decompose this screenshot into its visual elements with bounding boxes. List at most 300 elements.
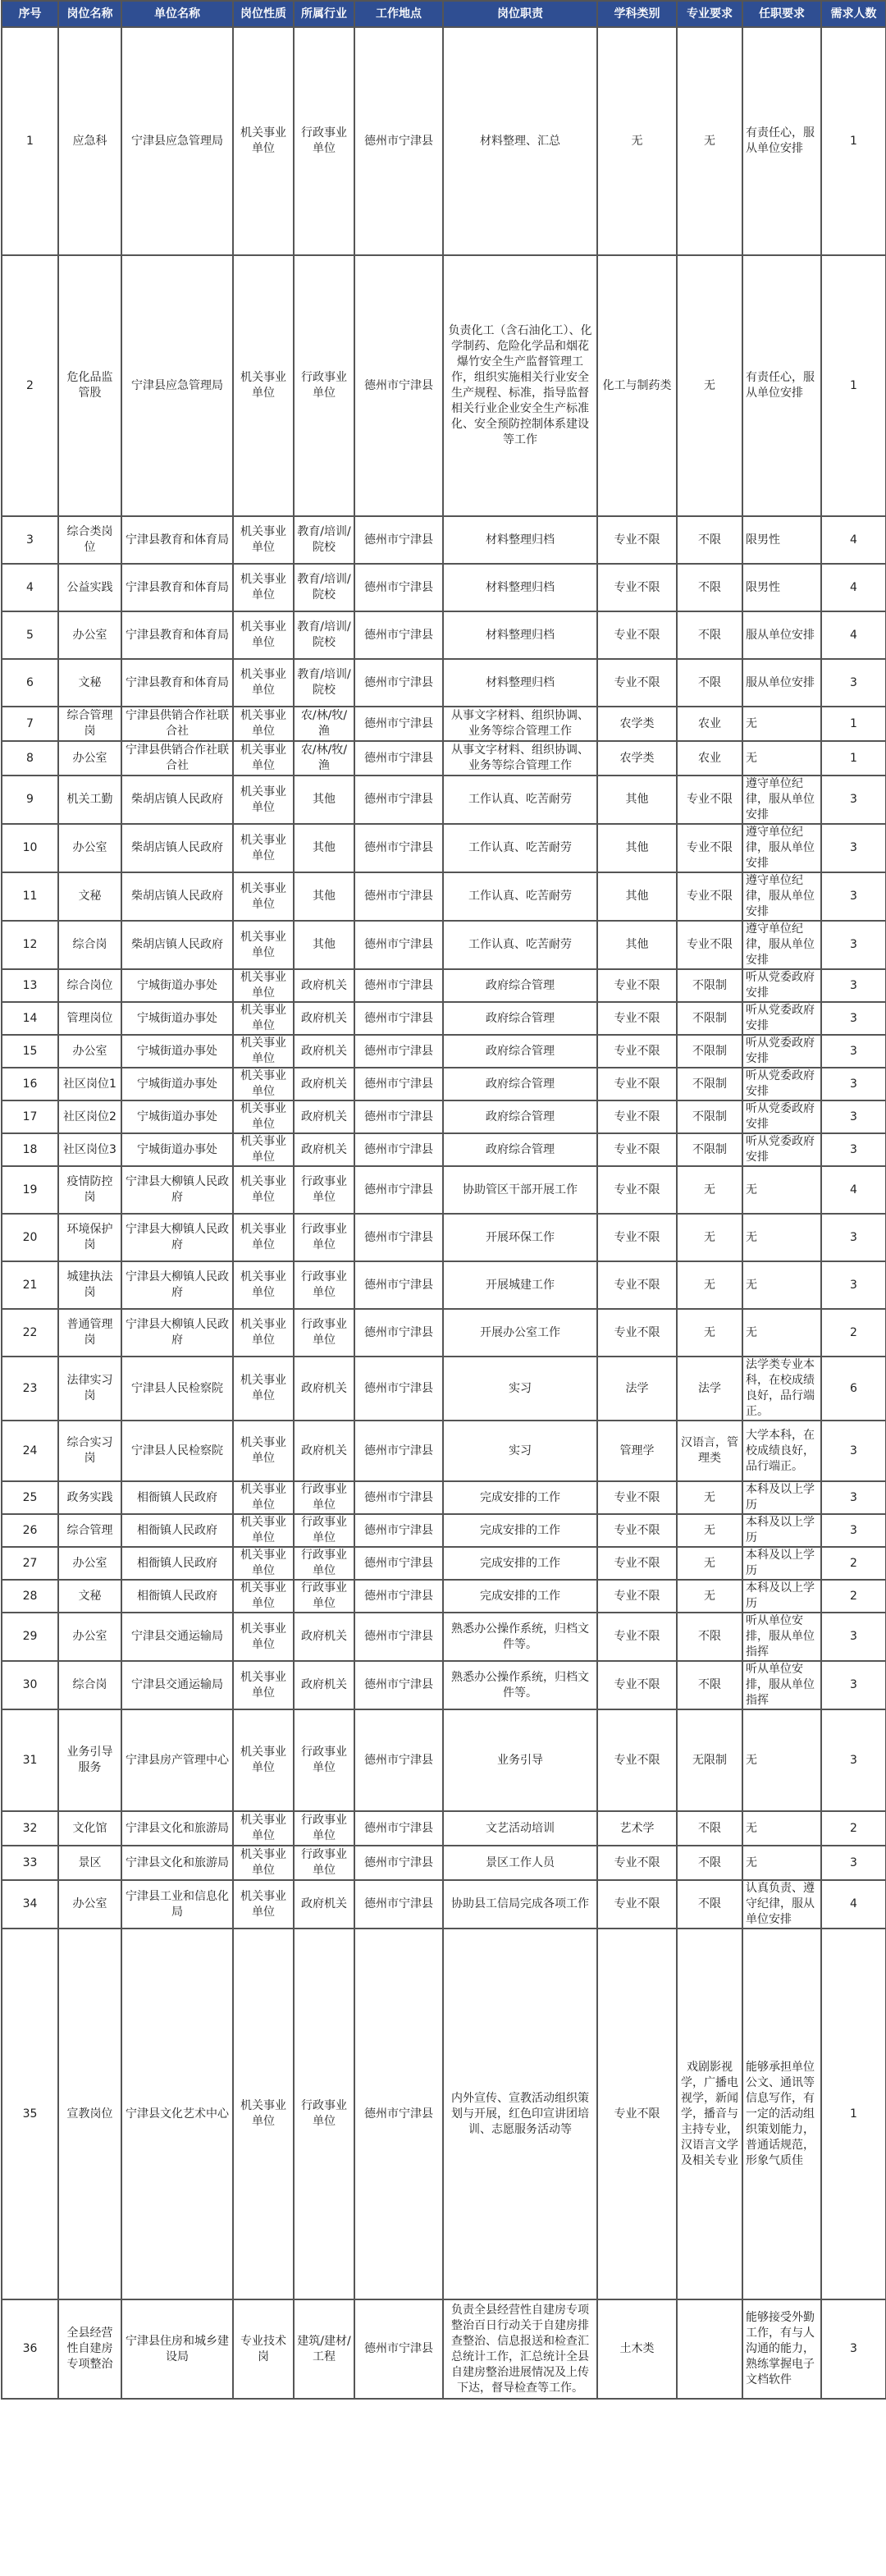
cell-discipline: 农学类 xyxy=(597,741,677,776)
cell-unit: 宁津县住房和城乡建设局 xyxy=(121,2299,233,2399)
cell-count: 1 xyxy=(821,27,886,255)
cell-index: 21 xyxy=(2,1261,58,1309)
cell-index: 13 xyxy=(2,969,58,1002)
cell-count: 3 xyxy=(821,1214,886,1261)
cell-major: 汉语言，管理类 xyxy=(677,1421,742,1481)
cell-duty: 完成安排的工作 xyxy=(443,1481,597,1514)
cell-requirement: 本科及以上学历 xyxy=(742,1481,821,1514)
cell-major: 无 xyxy=(677,1261,742,1309)
cell-index: 35 xyxy=(2,1929,58,2299)
table-row xyxy=(2,921,886,969)
cell-position: 文化馆 xyxy=(58,1811,121,1846)
cell-unit: 宁津县大柳镇人民政府 xyxy=(121,1309,233,1357)
cell-location: 德州市宁津县 xyxy=(354,1100,443,1133)
cell-major: 专业不限 xyxy=(677,921,742,969)
cell-discipline: 专业不限 xyxy=(597,1661,677,1709)
cell-duty: 材料整理归档 xyxy=(443,564,597,611)
cell-location: 德州市宁津县 xyxy=(354,516,443,564)
cell-duty: 负责化工（含石油化工）、化学制药、危险化学品和烟花爆竹安全生产监督管理工作，组织实施相关行业安全生产规程、标准，指导监督相关行业企业安全生产标准化、安全预防控制体系建设等工作 xyxy=(443,255,597,516)
cell-index: 17 xyxy=(2,1100,58,1133)
cell-discipline: 法学 xyxy=(597,1357,677,1421)
cell-nature: 机关事业单位 xyxy=(233,1002,294,1035)
cell-unit: 柴胡店镇人民政府 xyxy=(121,776,233,824)
table-row xyxy=(2,611,886,659)
cell-discipline: 专业不限 xyxy=(597,1514,677,1547)
cell-unit: 宁津县供销合作社联合社 xyxy=(121,741,233,776)
cell-location: 德州市宁津县 xyxy=(354,1214,443,1261)
table-row xyxy=(2,255,886,516)
table-row xyxy=(2,741,886,776)
cell-index: 26 xyxy=(2,1514,58,1547)
cell-index: 2 xyxy=(2,255,58,516)
cell-location: 德州市宁津县 xyxy=(354,1357,443,1421)
cell-major: 不限 xyxy=(677,1613,742,1661)
cell-count: 3 xyxy=(821,872,886,921)
cell-discipline: 专业不限 xyxy=(597,1481,677,1514)
cell-location: 德州市宁津县 xyxy=(354,1811,443,1846)
cell-discipline: 专业不限 xyxy=(597,516,677,564)
cell-location: 德州市宁津县 xyxy=(354,707,443,741)
cell-unit: 相衙镇人民政府 xyxy=(121,1481,233,1514)
cell-index: 20 xyxy=(2,1214,58,1261)
cell-major: 无 xyxy=(677,1580,742,1613)
cell-location: 德州市宁津县 xyxy=(354,1709,443,1811)
cell-nature: 机关事业单位 xyxy=(233,824,294,872)
cell-count: 2 xyxy=(821,1309,886,1357)
cell-location: 德州市宁津县 xyxy=(354,255,443,516)
cell-industry: 政府机关 xyxy=(294,1421,354,1481)
cell-position: 法律实习岗 xyxy=(58,1357,121,1421)
cell-industry: 行政事业单位 xyxy=(294,1514,354,1547)
cell-industry: 教育/培训/院校 xyxy=(294,611,354,659)
cell-nature: 机关事业单位 xyxy=(233,564,294,611)
cell-requirement: 无 xyxy=(742,1811,821,1846)
cell-major: 不限 xyxy=(677,564,742,611)
cell-count: 3 xyxy=(821,824,886,872)
cell-nature: 机关事业单位 xyxy=(233,516,294,564)
cell-location: 德州市宁津县 xyxy=(354,872,443,921)
cell-unit: 宁城街道办事处 xyxy=(121,1035,233,1068)
cell-discipline: 专业不限 xyxy=(597,1002,677,1035)
cell-duty: 负责全县经营性自建房专项整治百日行动关于自建房排查整治、信息报送和检查汇总统计工作，汇总统计全县自建房整治进展情况及上传下达，督导检查等工作。 xyxy=(443,2299,597,2399)
cell-position: 机关工勤 xyxy=(58,776,121,824)
cell-discipline: 专业不限 xyxy=(597,1214,677,1261)
cell-location: 德州市宁津县 xyxy=(354,1068,443,1100)
cell-unit: 宁津县大柳镇人民政府 xyxy=(121,1166,233,1214)
cell-nature: 机关事业单位 xyxy=(233,611,294,659)
table-row xyxy=(2,1709,886,1811)
table-row xyxy=(2,1357,886,1421)
cell-count: 3 xyxy=(821,1514,886,1547)
table-row xyxy=(2,2299,886,2399)
cell-nature: 机关事业单位 xyxy=(233,872,294,921)
cell-unit: 宁津县人民检察院 xyxy=(121,1357,233,1421)
cell-unit: 宁津县供销合作社联合社 xyxy=(121,707,233,741)
cell-major: 无 xyxy=(677,255,742,516)
cell-duty: 完成安排的工作 xyxy=(443,1547,597,1580)
cell-index: 14 xyxy=(2,1002,58,1035)
header-requirement: 任职要求 xyxy=(742,1,821,27)
cell-duty: 熟悉办公操作系统，归档文件等。 xyxy=(443,1613,597,1661)
cell-position: 政务实践 xyxy=(58,1481,121,1514)
cell-industry: 行政事业单位 xyxy=(294,1481,354,1514)
cell-discipline: 化工与制药类 xyxy=(597,255,677,516)
cell-location: 德州市宁津县 xyxy=(354,1166,443,1214)
cell-major: 农业 xyxy=(677,707,742,741)
cell-index: 30 xyxy=(2,1661,58,1709)
cell-nature: 机关事业单位 xyxy=(233,1166,294,1214)
cell-requirement: 遵守单位纪律，服从单位安排 xyxy=(742,824,821,872)
cell-duty: 完成安排的工作 xyxy=(443,1580,597,1613)
header-row xyxy=(2,1,886,27)
cell-duty: 材料整理归档 xyxy=(443,516,597,564)
cell-requirement: 大学本科，在校成绩良好，品行端正。 xyxy=(742,1421,821,1481)
cell-location: 德州市宁津县 xyxy=(354,27,443,255)
cell-major: 不限 xyxy=(677,1880,742,1929)
cell-index: 7 xyxy=(2,707,58,741)
cell-location: 德州市宁津县 xyxy=(354,1613,443,1661)
cell-industry: 行政事业单位 xyxy=(294,1214,354,1261)
table-row xyxy=(2,1514,886,1547)
cell-count: 1 xyxy=(821,707,886,741)
cell-duty: 实习 xyxy=(443,1357,597,1421)
cell-unit: 宁城街道办事处 xyxy=(121,1100,233,1133)
cell-count: 2 xyxy=(821,1580,886,1613)
cell-count: 1 xyxy=(821,741,886,776)
cell-discipline: 其他 xyxy=(597,776,677,824)
cell-unit: 相衙镇人民政府 xyxy=(121,1580,233,1613)
cell-industry: 行政事业单位 xyxy=(294,1547,354,1580)
cell-industry: 教育/培训/院校 xyxy=(294,516,354,564)
cell-count: 1 xyxy=(821,255,886,516)
cell-count: 2 xyxy=(821,1547,886,1580)
cell-industry: 行政事业单位 xyxy=(294,1166,354,1214)
cell-count: 1 xyxy=(821,1929,886,2299)
table-row xyxy=(2,1929,886,2299)
cell-unit: 宁津县教育和体育局 xyxy=(121,564,233,611)
cell-index: 11 xyxy=(2,872,58,921)
cell-nature: 机关事业单位 xyxy=(233,921,294,969)
cell-requirement: 有责任心，服从单位安排 xyxy=(742,27,821,255)
cell-index: 32 xyxy=(2,1811,58,1846)
cell-duty: 完成安排的工作 xyxy=(443,1514,597,1547)
table-row xyxy=(2,1035,886,1068)
cell-major xyxy=(677,2299,742,2399)
cell-location: 德州市宁津县 xyxy=(354,1514,443,1547)
cell-count: 3 xyxy=(821,1421,886,1481)
cell-industry: 政府机关 xyxy=(294,1661,354,1709)
cell-duty: 内外宣传、宣教活动组织策划与开展，红色印宣讲团培训、志愿服务活动等 xyxy=(443,1929,597,2299)
cell-count: 3 xyxy=(821,1481,886,1514)
table-row xyxy=(2,1309,886,1357)
cell-index: 36 xyxy=(2,2299,58,2399)
cell-location: 德州市宁津县 xyxy=(354,1421,443,1481)
cell-index: 8 xyxy=(2,741,58,776)
cell-location: 德州市宁津县 xyxy=(354,659,443,707)
cell-requirement: 本科及以上学历 xyxy=(742,1547,821,1580)
cell-requirement: 本科及以上学历 xyxy=(742,1514,821,1547)
cell-duty: 业务引导 xyxy=(443,1709,597,1811)
cell-count: 4 xyxy=(821,516,886,564)
table-row xyxy=(2,1481,886,1514)
cell-industry: 农/林/牧/渔 xyxy=(294,741,354,776)
cell-index: 27 xyxy=(2,1547,58,1580)
cell-major: 专业不限 xyxy=(677,824,742,872)
cell-discipline: 艺术学 xyxy=(597,1811,677,1846)
cell-nature: 机关事业单位 xyxy=(233,707,294,741)
cell-location: 德州市宁津县 xyxy=(354,1661,443,1709)
cell-position: 社区岗位1 xyxy=(58,1068,121,1100)
table-row xyxy=(2,1613,886,1661)
cell-count: 4 xyxy=(821,564,886,611)
cell-duty: 工作认真、吃苦耐劳 xyxy=(443,872,597,921)
table-row xyxy=(2,27,886,255)
cell-requirement: 听从党委政府安排 xyxy=(742,1035,821,1068)
cell-location: 德州市宁津县 xyxy=(354,1547,443,1580)
cell-nature: 机关事业单位 xyxy=(233,969,294,1002)
cell-location: 德州市宁津县 xyxy=(354,564,443,611)
cell-duty: 开展城建工作 xyxy=(443,1261,597,1309)
cell-major: 无 xyxy=(677,1481,742,1514)
cell-index: 33 xyxy=(2,1846,58,1880)
cell-index: 29 xyxy=(2,1613,58,1661)
cell-industry: 行政事业单位 xyxy=(294,1811,354,1846)
cell-requirement: 法学类专业本科，在校成绩良好，品行端正。 xyxy=(742,1357,821,1421)
cell-nature: 机关事业单位 xyxy=(233,659,294,707)
table-row xyxy=(2,1100,886,1133)
cell-position: 危化品监管股 xyxy=(58,255,121,516)
cell-index: 5 xyxy=(2,611,58,659)
cell-major: 无 xyxy=(677,1166,742,1214)
cell-nature: 机关事业单位 xyxy=(233,1068,294,1100)
table-row xyxy=(2,1661,886,1709)
cell-requirement: 听从单位安排，服从单位指挥 xyxy=(742,1613,821,1661)
cell-position: 城建执法岗 xyxy=(58,1261,121,1309)
cell-discipline: 其他 xyxy=(597,872,677,921)
cell-unit: 宁津县工业和信息化局 xyxy=(121,1880,233,1929)
cell-count: 3 xyxy=(821,1068,886,1100)
cell-major: 戏剧影视学，广播电视学，新闻学，播音与主持专业，汉语言文学及相关专业 xyxy=(677,1929,742,2299)
cell-position: 办公室 xyxy=(58,1547,121,1580)
cell-position: 社区岗位2 xyxy=(58,1100,121,1133)
cell-count: 3 xyxy=(821,1002,886,1035)
cell-major: 不限制 xyxy=(677,1100,742,1133)
cell-discipline: 专业不限 xyxy=(597,1133,677,1166)
cell-unit: 宁津县文化艺术中心 xyxy=(121,1929,233,2299)
cell-duty: 工作认真、吃苦耐劳 xyxy=(443,824,597,872)
cell-discipline: 专业不限 xyxy=(597,1846,677,1880)
cell-industry: 政府机关 xyxy=(294,1100,354,1133)
cell-nature: 机关事业单位 xyxy=(233,1514,294,1547)
cell-index: 12 xyxy=(2,921,58,969)
table-row xyxy=(2,707,886,741)
table-row xyxy=(2,516,886,564)
header-count: 需求人数 xyxy=(821,1,886,27)
cell-major: 不限 xyxy=(677,516,742,564)
header-duty: 岗位职责 xyxy=(443,1,597,27)
cell-unit: 相衙镇人民政府 xyxy=(121,1514,233,1547)
cell-position: 应急科 xyxy=(58,27,121,255)
cell-discipline: 专业不限 xyxy=(597,1068,677,1100)
table-row xyxy=(2,776,886,824)
cell-nature: 机关事业单位 xyxy=(233,1035,294,1068)
cell-index: 18 xyxy=(2,1133,58,1166)
cell-requirement: 能够接受外勤工作，有与人沟通的能力，熟练掌握电子文档软件 xyxy=(742,2299,821,2399)
cell-major: 不限制 xyxy=(677,1133,742,1166)
cell-position: 办公室 xyxy=(58,1613,121,1661)
cell-requirement: 无 xyxy=(742,1846,821,1880)
cell-requirement: 无 xyxy=(742,1261,821,1309)
cell-nature: 机关事业单位 xyxy=(233,255,294,516)
cell-count: 6 xyxy=(821,1357,886,1421)
cell-industry: 政府机关 xyxy=(294,1357,354,1421)
header-unit: 单位名称 xyxy=(121,1,233,27)
cell-industry: 行政事业单位 xyxy=(294,1261,354,1309)
cell-requirement: 服从单位安排 xyxy=(742,611,821,659)
cell-count: 3 xyxy=(821,2299,886,2399)
cell-major: 专业不限 xyxy=(677,776,742,824)
cell-duty: 政府综合管理 xyxy=(443,1100,597,1133)
cell-location: 德州市宁津县 xyxy=(354,776,443,824)
header-location: 工作地点 xyxy=(354,1,443,27)
cell-duty: 政府综合管理 xyxy=(443,1068,597,1100)
cell-major: 不限 xyxy=(677,1846,742,1880)
cell-discipline: 专业不限 xyxy=(597,1580,677,1613)
cell-nature: 机关事业单位 xyxy=(233,1661,294,1709)
cell-position: 综合岗位 xyxy=(58,969,121,1002)
cell-duty: 文艺活动培训 xyxy=(443,1811,597,1846)
cell-duty: 政府综合管理 xyxy=(443,1133,597,1166)
cell-major: 不限 xyxy=(677,1661,742,1709)
cell-unit: 柴胡店镇人民政府 xyxy=(121,872,233,921)
cell-discipline: 专业不限 xyxy=(597,1309,677,1357)
cell-count: 3 xyxy=(821,969,886,1002)
header-nature: 岗位性质 xyxy=(233,1,294,27)
cell-nature: 机关事业单位 xyxy=(233,1133,294,1166)
cell-requirement: 无 xyxy=(742,1166,821,1214)
cell-nature: 机关事业单位 xyxy=(233,1929,294,2299)
cell-index: 3 xyxy=(2,516,58,564)
cell-duty: 工作认真、吃苦耐劳 xyxy=(443,776,597,824)
cell-unit: 宁城街道办事处 xyxy=(121,969,233,1002)
cell-position: 文秘 xyxy=(58,872,121,921)
cell-requirement: 无 xyxy=(742,1214,821,1261)
cell-major: 无限制 xyxy=(677,1709,742,1811)
header-discipline: 学科类别 xyxy=(597,1,677,27)
cell-unit: 宁津县教育和体育局 xyxy=(121,611,233,659)
cell-location: 德州市宁津县 xyxy=(354,1481,443,1514)
cell-nature: 机关事业单位 xyxy=(233,1709,294,1811)
cell-major: 法学 xyxy=(677,1357,742,1421)
cell-position: 办公室 xyxy=(58,1035,121,1068)
cell-index: 16 xyxy=(2,1068,58,1100)
cell-position: 全县经营性自建房专项整治 xyxy=(58,2299,121,2399)
table-row xyxy=(2,969,886,1002)
cell-index: 22 xyxy=(2,1309,58,1357)
cell-count: 3 xyxy=(821,1846,886,1880)
cell-position: 办公室 xyxy=(58,1880,121,1929)
cell-count: 4 xyxy=(821,1166,886,1214)
cell-location: 德州市宁津县 xyxy=(354,611,443,659)
cell-index: 34 xyxy=(2,1880,58,1929)
cell-unit: 宁津县应急管理局 xyxy=(121,27,233,255)
cell-discipline: 专业不限 xyxy=(597,969,677,1002)
cell-industry: 农/林/牧/渔 xyxy=(294,707,354,741)
cell-unit: 柴胡店镇人民政府 xyxy=(121,921,233,969)
cell-requirement: 本科及以上学历 xyxy=(742,1580,821,1613)
table-row xyxy=(2,1133,886,1166)
cell-duty: 熟悉办公操作系统，归档文件等。 xyxy=(443,1661,597,1709)
table-row xyxy=(2,872,886,921)
table-row xyxy=(2,659,886,707)
cell-location: 德州市宁津县 xyxy=(354,741,443,776)
cell-position: 综合岗 xyxy=(58,1661,121,1709)
cell-location: 德州市宁津县 xyxy=(354,1580,443,1613)
cell-unit: 宁城街道办事处 xyxy=(121,1002,233,1035)
cell-position: 文秘 xyxy=(58,659,121,707)
cell-position: 综合管理 xyxy=(58,1514,121,1547)
cell-unit: 柴胡店镇人民政府 xyxy=(121,824,233,872)
cell-major: 不限制 xyxy=(677,1035,742,1068)
cell-count: 3 xyxy=(821,1261,886,1309)
cell-industry: 其他 xyxy=(294,872,354,921)
cell-duty: 政府综合管理 xyxy=(443,1035,597,1068)
header-major: 专业要求 xyxy=(677,1,742,27)
cell-industry: 行政事业单位 xyxy=(294,1309,354,1357)
cell-duty: 协助县工信局完成各项工作 xyxy=(443,1880,597,1929)
cell-requirement: 无 xyxy=(742,707,821,741)
cell-unit: 宁津县大柳镇人民政府 xyxy=(121,1214,233,1261)
cell-location: 德州市宁津县 xyxy=(354,1261,443,1309)
cell-industry: 行政事业单位 xyxy=(294,27,354,255)
cell-requirement: 听从党委政府安排 xyxy=(742,1002,821,1035)
cell-discipline: 专业不限 xyxy=(597,1613,677,1661)
cell-industry: 其他 xyxy=(294,776,354,824)
cell-nature: 机关事业单位 xyxy=(233,1421,294,1481)
cell-major: 农业 xyxy=(677,741,742,776)
table-row xyxy=(2,1846,886,1880)
cell-duty: 工作认真、吃苦耐劳 xyxy=(443,921,597,969)
table-row xyxy=(2,1068,886,1100)
cell-discipline: 管理学 xyxy=(597,1421,677,1481)
cell-major: 不限 xyxy=(677,659,742,707)
cell-position: 公益实践 xyxy=(58,564,121,611)
cell-location: 德州市宁津县 xyxy=(354,1880,443,1929)
cell-location: 德州市宁津县 xyxy=(354,1846,443,1880)
cell-count: 3 xyxy=(821,1035,886,1068)
cell-nature: 机关事业单位 xyxy=(233,1811,294,1846)
table-row xyxy=(2,1166,886,1214)
cell-unit: 宁津县应急管理局 xyxy=(121,255,233,516)
cell-discipline: 专业不限 xyxy=(597,564,677,611)
cell-duty: 从事文字材料、组织协调、业务等综合管理工作 xyxy=(443,707,597,741)
cell-nature: 机关事业单位 xyxy=(233,1214,294,1261)
cell-duty: 政府综合管理 xyxy=(443,969,597,1002)
cell-unit: 宁津县教育和体育局 xyxy=(121,659,233,707)
cell-location: 德州市宁津县 xyxy=(354,1002,443,1035)
cell-position: 综合岗 xyxy=(58,921,121,969)
cell-index: 23 xyxy=(2,1357,58,1421)
cell-requirement: 无 xyxy=(742,1709,821,1811)
cell-major: 不限 xyxy=(677,1811,742,1846)
cell-industry: 政府机关 xyxy=(294,1002,354,1035)
cell-position: 办公室 xyxy=(58,611,121,659)
cell-major: 不限 xyxy=(677,611,742,659)
table-row xyxy=(2,1580,886,1613)
cell-nature: 机关事业单位 xyxy=(233,1613,294,1661)
header-index: 序号 xyxy=(2,1,58,27)
cell-discipline: 其他 xyxy=(597,921,677,969)
